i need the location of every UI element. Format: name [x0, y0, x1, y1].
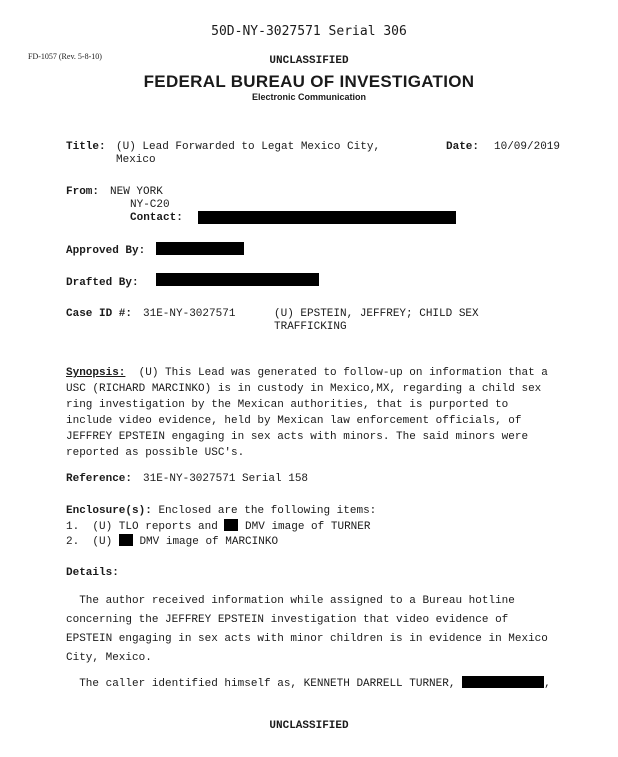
serial-header: 50D-NY-3027571 Serial 306 [211, 24, 407, 39]
synopsis-line: (U) This Lead was generated to follow-up on information that a [138, 367, 548, 379]
form-number: FD-1057 (Rev. 5-8-10) [28, 52, 102, 61]
classification-top: UNCLASSIFIED [269, 55, 349, 67]
approved-by-redaction [156, 242, 244, 255]
enclosure-redaction [119, 534, 133, 546]
classification-bottom: UNCLASSIFIED [269, 720, 349, 732]
details-label: Details: [66, 567, 119, 579]
date-label: Date: [446, 141, 480, 153]
synopsis-line: include video evidence, held by Mexican law enforcement officials, of [66, 415, 522, 427]
doc-type: Electronic Communication [251, 92, 367, 102]
enclosure-num: 1. [66, 521, 80, 533]
enclosure-label: Enclosure(s): [66, 505, 152, 517]
synopsis-line: JEFFREY EPSTEIN engaging in sex acts with minors. The said minors were [66, 431, 529, 443]
from-office: NEW YORK [110, 186, 163, 198]
enclosure-item-2 [66, 534, 278, 550]
title-label: Title: [66, 141, 106, 153]
enclosure-num: 2. [66, 536, 80, 548]
contact-label: Contact: [130, 212, 183, 224]
from-squad: NY-C20 [130, 199, 170, 211]
details-line: EPSTEIN engaging in sex acts with minor children is in evidence in Mexico [66, 633, 548, 645]
synopsis-label: Synopsis: [66, 367, 126, 379]
synopsis-line: ring investigation by the Mexican authorities, that is purported to [66, 399, 509, 411]
enclosure-text: DMV image of MARCINKO [139, 536, 279, 548]
case-desc-line2: TRAFFICKING [274, 321, 347, 333]
details-line: City, Mexico. [66, 652, 152, 664]
synopsis-line: USC (RICHARD MARCINKO) is in custody in Mexico,MX, regarding a child sex [66, 383, 542, 395]
case-id-value: 31E-NY-3027571 [143, 308, 236, 320]
reference-value: 31E-NY-3027571 Serial 158 [143, 473, 309, 485]
title-value-line2: Mexico [116, 154, 156, 166]
reference-label: Reference: [66, 473, 133, 485]
enclosure-header [66, 504, 376, 519]
enclosure-text: (U) [92, 536, 113, 548]
enclosure-intro: Enclosed are the following items: [158, 505, 377, 517]
enclosure-redaction [224, 519, 238, 531]
caller-line [66, 676, 551, 692]
details-line: concerning the JEFFREY EPSTEIN investigation that video evidence of [66, 614, 509, 626]
case-id-label: Case ID #: [66, 308, 133, 320]
enclosure-item-1 [66, 519, 370, 535]
title-value-line1: (U) Lead Forwarded to Legat Mexico City, [116, 141, 381, 153]
approved-by-label: Approved By: [66, 245, 146, 257]
contact-redaction [198, 211, 456, 224]
synopsis-block [66, 365, 548, 461]
caller-end: , [544, 678, 551, 690]
agency-title: FEDERAL BUREAU OF INVESTIGATION [143, 72, 475, 91]
caller-text: The caller identified himself as, KENNETH DARRELL TURNER, [66, 678, 456, 690]
enclosure-text: DMV image of TURNER [245, 521, 371, 533]
enclosure-text: (U) TLO reports and [92, 521, 218, 533]
details-line: The author received information while assigned to a Bureau hotline [66, 595, 515, 607]
details-body [66, 592, 548, 668]
from-label: From: [66, 186, 100, 198]
drafted-by-label: Drafted By: [66, 277, 139, 289]
case-desc-line1: (U) EPSTEIN, JEFFREY; CHILD SEX [274, 308, 479, 320]
synopsis-line: reported as possible USC's. [66, 447, 245, 459]
caller-redaction [462, 676, 544, 688]
date-value: 10/09/2019 [494, 141, 561, 153]
drafted-by-redaction [156, 273, 319, 286]
